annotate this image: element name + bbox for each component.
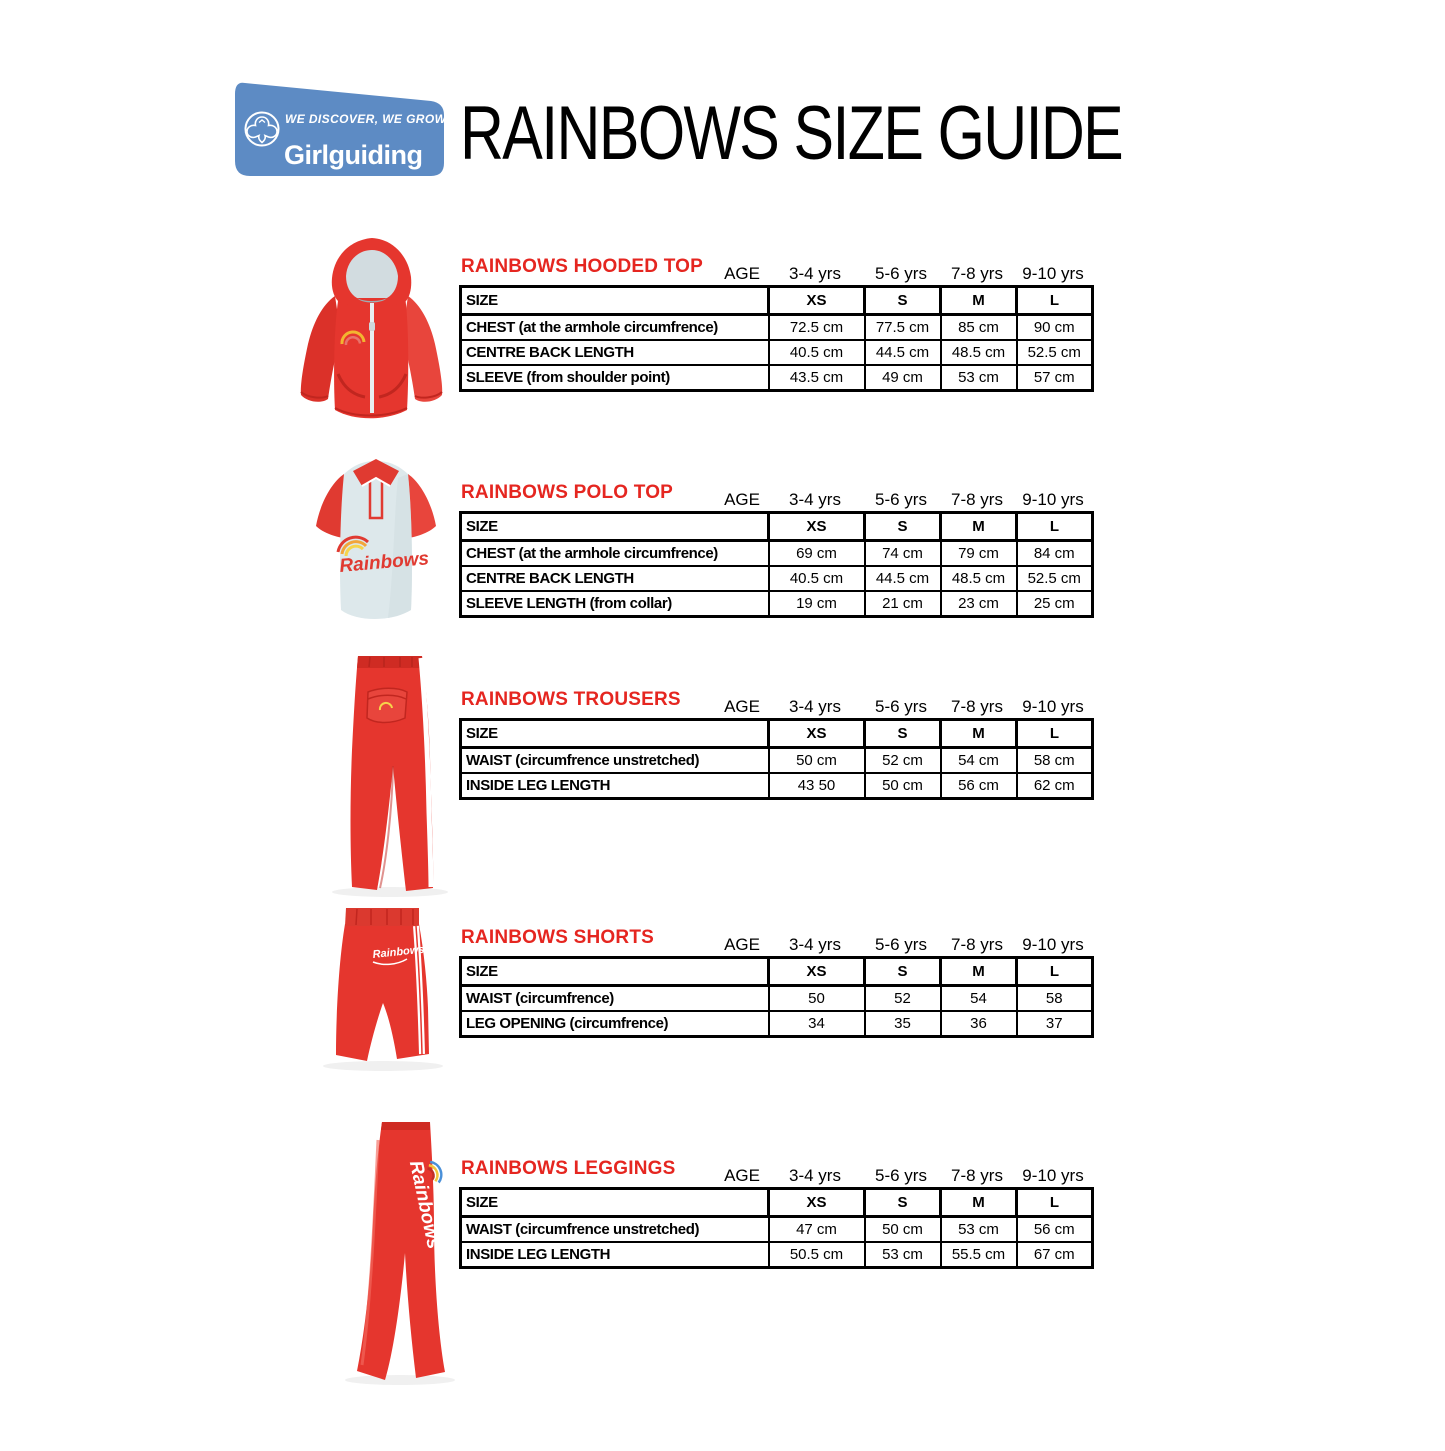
size-value-cell: 55.5 cm [941, 1242, 1017, 1268]
size-value-cell: S [865, 1189, 941, 1217]
zip [370, 303, 374, 413]
table-row [461, 287, 1093, 315]
age-col-header: 7-8 yrs [951, 935, 1003, 954]
age-col-header: 5-6 yrs [875, 697, 927, 716]
size-value-cell: S [865, 720, 941, 748]
size-value-cell: S [865, 287, 941, 315]
size-value-cell: 69 cm [769, 541, 865, 567]
size-value-cell: 62 cm [1017, 773, 1093, 799]
row-label: SLEEVE LENGTH (from collar) [461, 591, 769, 617]
size-value-cell: 44.5 cm [865, 340, 941, 365]
table-row [461, 513, 1093, 541]
size-value-cell: 34 [769, 1011, 865, 1037]
row-label: INSIDE LEG LENGTH [461, 1242, 769, 1268]
section-hooded-top [459, 251, 1091, 392]
size-value-cell: 48.5 cm [941, 340, 1017, 365]
size-value-cell: 35 [865, 1011, 941, 1037]
age-col-header: 7-8 yrs [951, 697, 1003, 716]
size-value-cell: M [941, 287, 1017, 315]
size-value-cell: M [941, 720, 1017, 748]
age-col-header: 7-8 yrs [951, 264, 1003, 283]
size-value-cell: 72.5 cm [769, 315, 865, 341]
section-header [459, 922, 1091, 956]
section-polo-top [459, 477, 1091, 618]
logo-brand: Girlguiding [284, 140, 423, 170]
size-value-cell: 52 [865, 986, 941, 1012]
size-value-cell: 58 cm [1017, 748, 1093, 774]
age-label: AGE [724, 490, 760, 509]
size-value-cell: 48.5 cm [941, 566, 1017, 591]
row-label: SIZE [461, 1189, 769, 1217]
age-col-header: 9-10 yrs [1022, 264, 1084, 283]
age-label: AGE [724, 1166, 760, 1185]
size-value-cell: 56 cm [1017, 1217, 1093, 1243]
size-value-cell: L [1017, 513, 1093, 541]
size-value-cell: 52.5 cm [1017, 340, 1093, 365]
table-row [461, 1217, 1093, 1243]
size-value-cell: L [1017, 958, 1093, 986]
size-value-cell: 37 [1017, 1011, 1093, 1037]
age-header-row [459, 697, 1091, 717]
age-header-row [459, 1166, 1091, 1186]
size-value-cell: 57 cm [1017, 365, 1093, 391]
row-label: WAIST (circumfrence unstretched) [461, 1217, 769, 1243]
section-title: RAINBOWS TROUSERS [461, 689, 681, 710]
size-value-cell: 23 cm [941, 591, 1017, 617]
size-value-cell: 50.5 cm [769, 1242, 865, 1268]
size-value-cell: 58 [1017, 986, 1093, 1012]
row-label: WAIST (circumfrence unstretched) [461, 748, 769, 774]
section-leggings [459, 1153, 1091, 1269]
age-col-header: 5-6 yrs [875, 264, 927, 283]
age-col-header: 3-4 yrs [789, 935, 841, 954]
row-label: SIZE [461, 720, 769, 748]
size-value-cell: XS [769, 720, 865, 748]
size-value-cell: 47 cm [769, 1217, 865, 1243]
size-value-cell: M [941, 1189, 1017, 1217]
row-label: CHEST (at the armhole circumfrence) [461, 315, 769, 341]
size-table [459, 956, 1094, 1038]
table-row [461, 340, 1093, 365]
table-row [461, 773, 1093, 799]
age-header-row [459, 264, 1091, 284]
table-row [461, 315, 1093, 341]
size-value-cell: 53 cm [941, 1217, 1017, 1243]
age-col-header: 3-4 yrs [789, 490, 841, 509]
table-row [461, 591, 1093, 617]
size-value-cell: 25 cm [1017, 591, 1093, 617]
size-value-cell: 44.5 cm [865, 566, 941, 591]
row-label: SIZE [461, 287, 769, 315]
size-value-cell: 77.5 cm [865, 315, 941, 341]
table-row [461, 1011, 1093, 1037]
size-value-cell: 79 cm [941, 541, 1017, 567]
row-label: CENTRE BACK LENGTH [461, 340, 769, 365]
table-row [461, 1189, 1093, 1217]
age-col-header: 5-6 yrs [875, 490, 927, 509]
size-value-cell: XS [769, 958, 865, 986]
size-table [459, 285, 1094, 392]
trousers-photo [312, 642, 462, 900]
size-value-cell: 74 cm [865, 541, 941, 567]
size-value-cell: 43 50 [769, 773, 865, 799]
table-row [461, 541, 1093, 567]
size-value-cell: L [1017, 287, 1093, 315]
size-value-cell: 43.5 cm [769, 365, 865, 391]
size-value-cell: XS [769, 513, 865, 541]
size-value-cell: 50 cm [769, 748, 865, 774]
table-row [461, 365, 1093, 391]
row-label: CHEST (at the armhole circumfrence) [461, 541, 769, 567]
age-col-header: 3-4 yrs [789, 697, 841, 716]
size-value-cell: S [865, 513, 941, 541]
size-value-cell: XS [769, 1189, 865, 1217]
age-col-header: 5-6 yrs [875, 1166, 927, 1185]
age-header-row [459, 935, 1091, 955]
size-value-cell: 52.5 cm [1017, 566, 1093, 591]
size-value-cell: 85 cm [941, 315, 1017, 341]
section-shorts [459, 922, 1091, 1038]
size-table [459, 718, 1094, 800]
table-row [461, 748, 1093, 774]
size-table [459, 1187, 1094, 1269]
polo-logo-text: Rainbows [338, 548, 430, 577]
section-header [459, 1153, 1091, 1187]
size-table [459, 511, 1094, 618]
age-header-row [459, 490, 1091, 510]
row-label: INSIDE LEG LENGTH [461, 773, 769, 799]
size-value-cell: 67 cm [1017, 1242, 1093, 1268]
size-value-cell: 54 cm [941, 748, 1017, 774]
age-col-header: 7-8 yrs [951, 1166, 1003, 1185]
size-value-cell: 40.5 cm [769, 340, 865, 365]
age-col-header: 7-8 yrs [951, 490, 1003, 509]
row-label: SLEEVE (from shoulder point) [461, 365, 769, 391]
size-value-cell: 56 cm [941, 773, 1017, 799]
age-col-header: 9-10 yrs [1022, 935, 1084, 954]
age-col-header: 9-10 yrs [1022, 697, 1084, 716]
size-value-cell: 50 cm [865, 1217, 941, 1243]
shorts-logo-text: Rainbows [372, 943, 425, 961]
size-value-cell: 84 cm [1017, 541, 1093, 567]
age-col-header: 9-10 yrs [1022, 1166, 1084, 1185]
size-value-cell: 36 [941, 1011, 1017, 1037]
leggings-photo [328, 1110, 475, 1394]
size-value-cell: 50 cm [865, 773, 941, 799]
table-row [461, 958, 1093, 986]
size-value-cell: L [1017, 720, 1093, 748]
size-value-cell: M [941, 958, 1017, 986]
girlguiding-logo [228, 74, 460, 182]
size-value-cell: S [865, 958, 941, 986]
age-label: AGE [724, 935, 760, 954]
shorts-photo [303, 896, 460, 1090]
table-row [461, 566, 1093, 591]
size-value-cell: 40.5 cm [769, 566, 865, 591]
size-value-cell: 54 [941, 986, 1017, 1012]
section-trousers [459, 684, 1091, 800]
section-title: RAINBOWS HOODED TOP [461, 256, 704, 277]
section-header [459, 477, 1091, 511]
logo-tagline: WE DISCOVER, WE GROW [285, 112, 447, 126]
age-col-header: 5-6 yrs [875, 935, 927, 954]
row-label: WAIST (circumfrence) [461, 986, 769, 1012]
table-row [461, 1242, 1093, 1268]
age-col-header: 3-4 yrs [789, 264, 841, 283]
leggings-logo-text: Rainbows [404, 1158, 445, 1251]
section-title: RAINBOWS LEGGINGS [461, 1158, 676, 1179]
polo-top-photo [290, 430, 462, 630]
row-label: SIZE [461, 513, 769, 541]
size-value-cell: XS [769, 287, 865, 315]
section-header [459, 251, 1091, 285]
table-row [461, 986, 1093, 1012]
row-label: CENTRE BACK LENGTH [461, 566, 769, 591]
row-label: LEG OPENING (circumfrence) [461, 1011, 769, 1037]
size-value-cell: 50 [769, 986, 865, 1012]
hooded-top-photo [278, 226, 466, 428]
age-label: AGE [724, 697, 760, 716]
size-value-cell: 49 cm [865, 365, 941, 391]
age-label: AGE [724, 264, 760, 283]
section-title: RAINBOWS POLO TOP [461, 482, 674, 503]
row-label: SIZE [461, 958, 769, 986]
size-value-cell: 52 cm [865, 748, 941, 774]
age-col-header: 9-10 yrs [1022, 490, 1084, 509]
size-value-cell: 53 cm [865, 1242, 941, 1268]
table-row [461, 720, 1093, 748]
size-value-cell: M [941, 513, 1017, 541]
size-value-cell: 53 cm [941, 365, 1017, 391]
size-value-cell: 90 cm [1017, 315, 1093, 341]
section-header [459, 684, 1091, 718]
pocket [367, 688, 407, 722]
size-value-cell: 21 cm [865, 591, 941, 617]
size-value-cell: L [1017, 1189, 1093, 1217]
size-value-cell: 19 cm [769, 591, 865, 617]
section-title: RAINBOWS SHORTS [461, 927, 654, 948]
age-col-header: 3-4 yrs [789, 1166, 841, 1185]
page-title: RAINBOWS SIZE GUIDE [460, 91, 1123, 176]
